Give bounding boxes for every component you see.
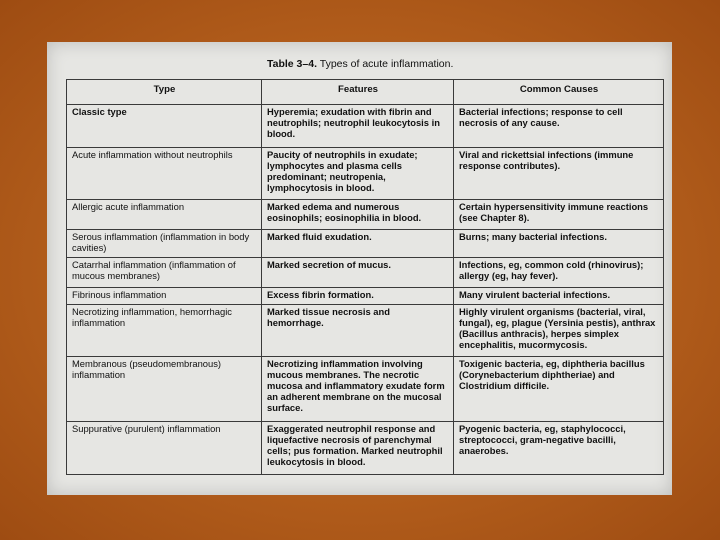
features-cell: Hyperemia; exudation with fibrin and neutrophils; neutrophil leukocytosis in blood. <box>262 105 454 148</box>
type-text: Classic type <box>72 106 127 117</box>
header-features: Features <box>262 80 454 105</box>
caption-label: Table 3–4. <box>267 58 317 70</box>
table-row <box>67 200 664 230</box>
table-header-row <box>67 80 664 105</box>
type-cell <box>67 148 262 200</box>
causes-cell: Infections, eg, common cold (rhinovirus); allergy (eg, hay fever). <box>454 258 664 288</box>
causes-cell: Certain hypersensitivity immune reactions (see Chapter 8). <box>454 200 664 230</box>
features-cell: Exaggerated neutrophil response and liquefactive necrosis of parenchymal cells; pus formation. Marked neutrophil leukocytosis in blood. <box>262 422 454 475</box>
table-row <box>67 258 664 288</box>
features-cell: Excess fibrin formation. <box>262 288 454 305</box>
table-row <box>67 422 664 475</box>
features-cell: Necrotizing inflammation involving mucous membranes. The necrotic mucosa and inflammatory exudate form an adherent membrane on the mucosal surface. <box>262 357 454 422</box>
type-text: Suppurative (purulent) inflammation <box>72 423 221 434</box>
features-cell: Marked tissue necrosis and hemorrhage. <box>262 305 454 357</box>
causes-cell: Burns; many bacterial infections. <box>454 230 664 258</box>
type-cell <box>67 105 262 148</box>
causes-cell: Many virulent bacterial infections. <box>454 288 664 305</box>
header-type: Type <box>67 80 262 105</box>
features-cell: Marked fluid exudation. <box>262 230 454 258</box>
type-cell <box>67 200 262 230</box>
table-row <box>67 305 664 357</box>
table-caption <box>267 58 453 70</box>
type-cell <box>67 357 262 422</box>
type-text: Necrotizing inflammation, hemorrhagic inflammation <box>72 306 232 328</box>
table-row <box>67 230 664 258</box>
table-row <box>67 357 664 422</box>
type-text: Acute inflammation without neutrophils <box>72 149 233 160</box>
type-cell <box>67 258 262 288</box>
features-cell: Marked edema and numerous eosinophils; eosinophilia in blood. <box>262 200 454 230</box>
type-cell <box>67 305 262 357</box>
caption-title: Types of acute inflammation. <box>319 58 454 70</box>
header-causes: Common Causes <box>454 80 664 105</box>
type-text: Serous inflammation (inflammation in body cavities) <box>72 231 250 253</box>
type-text: Fibrinous inflammation <box>72 289 167 300</box>
features-cell: Paucity of neutrophils in exudate; lymphocytes and plasma cells predominant; neutropenia, lymphocytosis in blood. <box>262 148 454 200</box>
causes-cell: Viral and rickettsial infections (immune response contributes). <box>454 148 664 200</box>
causes-cell: Highly virulent organisms (bacterial, viral, fungal), eg, plague (Yersinia pestis), anthrax (Bacillus anthracis), herpes simplex encephalitis, mucormycosis. <box>454 305 664 357</box>
features-cell: Marked secretion of mucus. <box>262 258 454 288</box>
scanned-table-image <box>47 42 672 495</box>
table-row <box>67 288 664 305</box>
causes-cell: Toxigenic bacteria, eg, diphtheria bacillus (Corynebacterium diphtheriae) and Clostridium difficile. <box>454 357 664 422</box>
type-cell <box>67 422 262 475</box>
type-text: Membranous (pseudomembranous) inflammation <box>72 358 222 380</box>
type-cell <box>67 288 262 305</box>
type-text: Catarrhal inflammation (inflammation of mucous membranes) <box>72 259 236 281</box>
causes-cell: Bacterial infections; response to cell necrosis of any cause. <box>454 105 664 148</box>
type-cell <box>67 230 262 258</box>
table-row <box>67 105 664 148</box>
causes-cell: Pyogenic bacteria, eg, staphylococci, streptococci, gram-negative bacilli, anaerobes. <box>454 422 664 475</box>
table-row <box>67 148 664 200</box>
type-text: Allergic acute inflammation <box>72 201 185 212</box>
inflammation-types-table <box>66 79 664 475</box>
